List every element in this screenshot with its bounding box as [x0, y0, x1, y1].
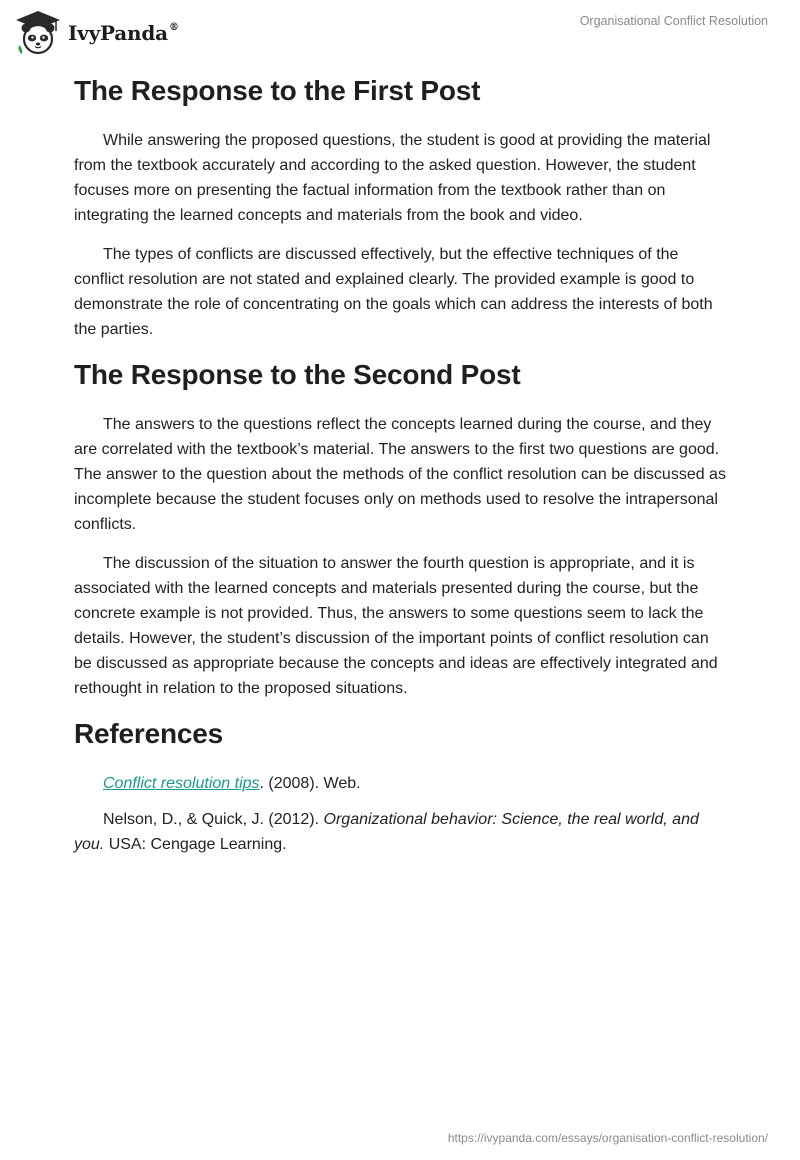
source-url[interactable]: https://ivypanda.com/essays/organisation-conflict-resolution/ — [447, 1131, 768, 1145]
paragraph: The types of conflicts are discussed effectively, but the effective techniques of the conflict resolution are not stated and explained clearly. The provided example is good to demonstrate the role of concentrating on the goals which can address the interests of both the parties. — [74, 246, 713, 338]
section-heading-first-post: The Response to the First Post — [74, 75, 481, 106]
paragraph: While answering the proposed questions, the student is good at providing the material from the textbook accurately and according to the asked question. However, the student focuses more on presenting the factual information from the textbook rather than on integrating the learned concepts and materials from the book and video. — [74, 132, 711, 224]
reference-item — [74, 771, 726, 796]
reference-authors: Nelson, D., & Quick, J. (2012). — [103, 811, 324, 828]
reference-link[interactable]: Conflict resolution tips — [103, 775, 260, 792]
brand-name: IvyPanda® — [68, 21, 179, 45]
section-heading-second-post: The Response to the Second Post — [74, 359, 521, 390]
reference-item — [74, 807, 726, 857]
references-heading: References — [74, 718, 223, 749]
ivypanda-logo[interactable] — [14, 9, 179, 55]
reference-publisher: USA: Cengage Learning. — [104, 836, 287, 853]
reference-title: Organizational behavior: Science, the real world, and you. — [74, 811, 699, 853]
reference-text: . (2008). Web. — [259, 775, 361, 792]
paragraph: The answers to the questions reflect the concepts learned during the course, and they are correlated with the textbook’s material. The answers to the first two questions are good. The answer to the question about the methods of the conflict resolution can be discussed as incomplete because the student focuses only on methods used to resolve the intrapersonal conflicts. — [74, 416, 726, 533]
page-header — [0, 0, 800, 64]
panda-logo-icon — [14, 9, 62, 55]
paragraph: The discussion of the situation to answer the fourth question is appropriate, and it is associated with the learned concepts and materials presented during the course, but the concrete example is not provided. Thus, the answers to some questions seem to lack the details. However, the student’s discussion of the important points of conflict resolution can be discussed as appropriate because the concepts and ideas are effectively integrated and rethought in relation to the proposed situations. — [74, 555, 718, 697]
essay-content — [74, 72, 726, 868]
document-title: Organisational Conflict Resolution — [579, 14, 768, 28]
